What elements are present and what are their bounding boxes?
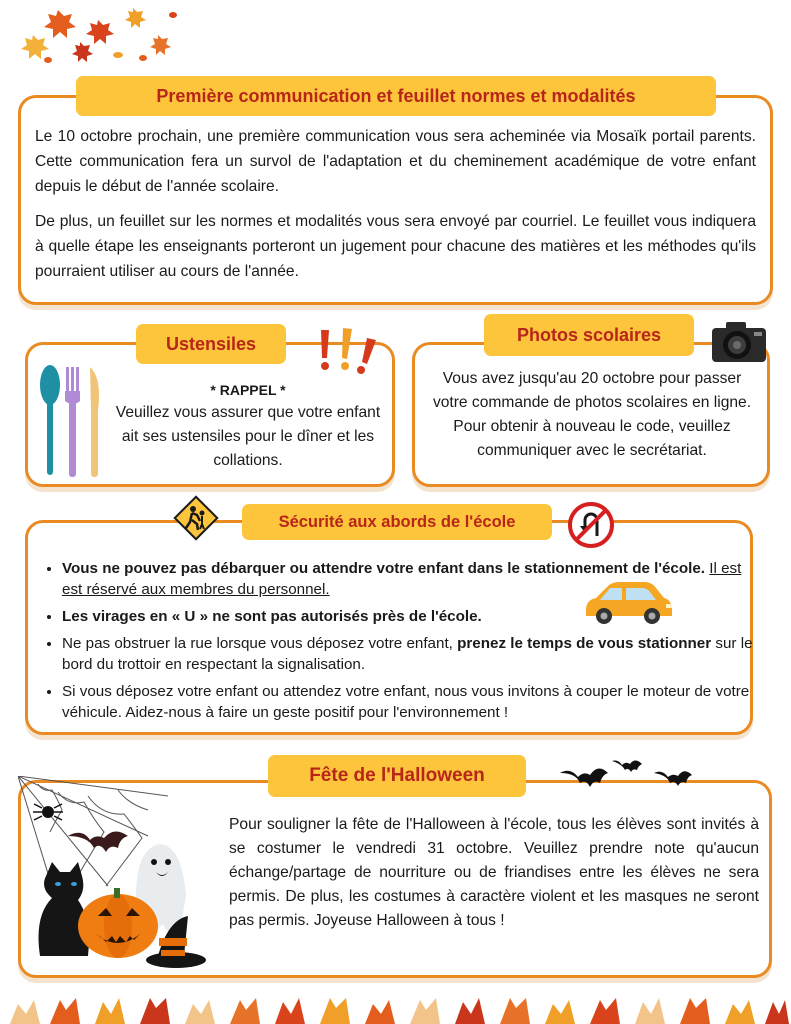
bat-icon bbox=[560, 768, 608, 787]
bats-decoration bbox=[550, 755, 720, 805]
photos-text: Vous avez jusqu'au 20 octobre pour passer votre commande de photos scolaires en ligne. Pour obtenir à nouveau le code, veuillez communiquer avec le secrétariat. bbox=[432, 370, 752, 459]
communication-paragraph-1: Le 10 octobre prochain, une première communication vous sera acheminée via Mosaïk portail parents. Cette communication fera un survol de l'adaptation et du cheminement académique de votre enfant depuis le début de l'année scolaire. bbox=[35, 128, 756, 195]
securite-item1-bold: Vous ne pouvez pas débarquer ou attendre votre enfant dans le stationnement de l'école. bbox=[62, 560, 706, 577]
utensils-icon bbox=[38, 363, 106, 481]
ustensiles-text: Veuillez vous assurer que votre enfant ait ses ustensiles pour le dîner et les collations. bbox=[115, 404, 381, 469]
pedestrian-sign-icon bbox=[172, 494, 220, 542]
halloween-illustration bbox=[18, 776, 218, 976]
securite-item3-start: Ne pas obstruer la rue lorsque vous déposez votre enfant, bbox=[62, 635, 458, 652]
halloween-title: Fête de l'Halloween bbox=[268, 755, 526, 797]
securite-item4: Si vous déposez votre enfant ou attendez votre enfant, nous vous invitons à couper le moteur de votre véhicule. Aidez-nous à faire un geste positif pour l'environnement ! bbox=[62, 683, 750, 721]
autumn-leaves-bottom-decoration bbox=[0, 990, 791, 1024]
securite-title: Sécurité aux abords de l'école bbox=[242, 504, 552, 540]
communication-section bbox=[18, 95, 773, 305]
leaf-icon bbox=[10, 998, 789, 1024]
leaf-icon bbox=[21, 8, 177, 63]
securite-item3-bold: prenez le temps de vous stationner bbox=[457, 635, 712, 652]
bat-icon bbox=[654, 771, 692, 786]
bat-icon bbox=[68, 831, 128, 852]
no-u-turn-sign-icon bbox=[566, 500, 616, 550]
communication-title: Première communication et feuillet normes et modalités bbox=[76, 76, 716, 116]
spider-icon bbox=[33, 804, 63, 820]
securite-item1-underline: Il est est réservé aux membres du personnel. bbox=[62, 560, 742, 598]
ustensiles-title: Ustensiles bbox=[136, 324, 286, 364]
list-item bbox=[62, 633, 757, 675]
photos-title: Photos scolaires bbox=[484, 314, 694, 356]
securite-section bbox=[25, 520, 753, 735]
securite-item2-bold: Les virages en « U » ne sont pas autorisés près de l'école. bbox=[62, 608, 482, 625]
exclamation-icon bbox=[315, 326, 385, 376]
communication-paragraph-2: De plus, un feuillet sur les normes et modalités vous sera envoyé par courriel. Le feuillet vous indiquera à quelle étape les enseignants porteront un jugement pour chacune des matières et les méthodes qu'ils pourraient utiliser au cours de l'année. bbox=[35, 213, 756, 280]
bat-icon bbox=[612, 761, 642, 773]
autumn-leaves-top-decoration bbox=[18, 0, 188, 72]
list-item bbox=[62, 681, 757, 723]
black-cat-icon bbox=[39, 862, 89, 956]
camera-icon bbox=[710, 318, 768, 364]
securite-item3-end: sur le bord du trottoir en respectant la signalisation. bbox=[62, 635, 753, 673]
car-icon bbox=[580, 580, 676, 626]
halloween-text: Pour souligner la fête de l'Halloween à l'école, tous les élèves sont invités à se costumer le vendredi 31 octobre. Veuillez prendre note qu'aucun échange/partage de nourriture ou de friandises entre les élèves ne sera permis. De plus, les costumes à caractère violent et les masques ne seront pas permis. Joyeuse Halloween à tous ! bbox=[229, 816, 759, 929]
ustensiles-reminder: * RAPPEL * bbox=[210, 382, 286, 398]
